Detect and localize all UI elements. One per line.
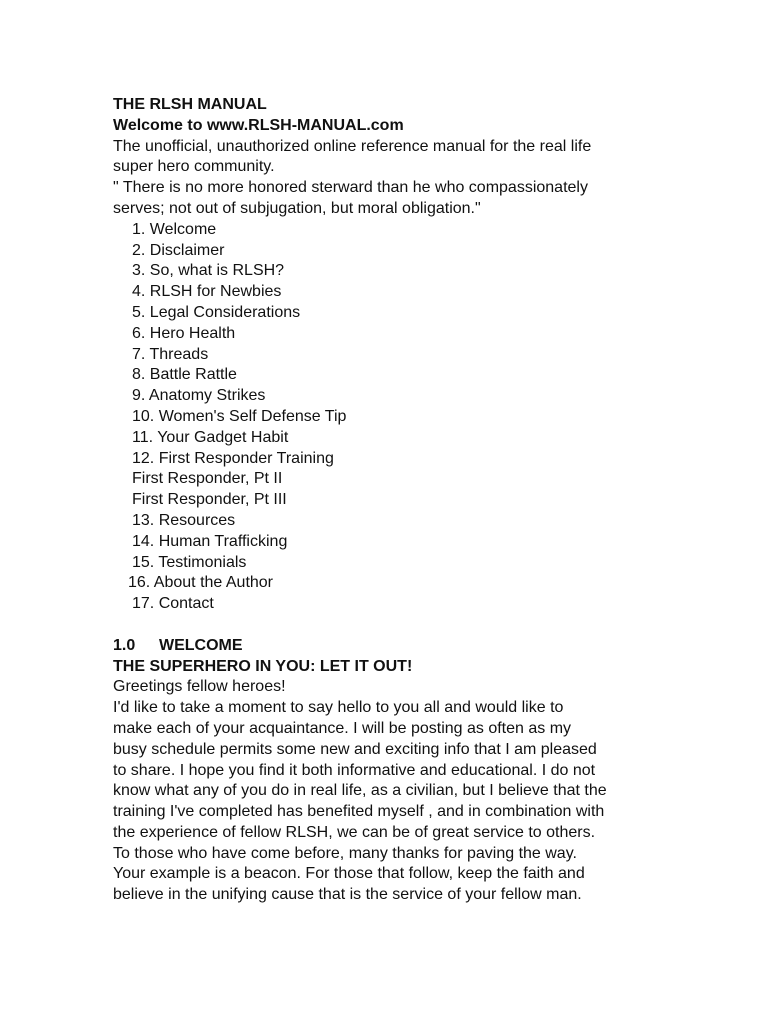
toc-item: 11. Your Gadget Habit — [132, 428, 289, 446]
toc-item: 4. RLSH for Newbies — [132, 283, 282, 301]
greeting-line: Greetings fellow heroes! — [113, 678, 286, 696]
body-line: believe in the unifying cause that is the service of your fellow man. — [113, 886, 582, 904]
document-title: THE RLSH MANUAL — [113, 96, 267, 113]
welcome-line: Welcome to www.RLSH-MANUAL.com — [113, 116, 404, 134]
toc-item: First Responder, Pt II — [132, 470, 283, 488]
quote-line-2: serves; not out of subjugation, but moral obligation." — [113, 199, 481, 217]
document-content — [113, 95, 673, 906]
section-title: WELCOME — [159, 636, 243, 654]
section-number: 1.0 — [113, 636, 136, 654]
toc-item: 14. Human Trafficking — [132, 532, 288, 550]
body-line: To those who have come before, many thanks for paving the way. — [113, 844, 577, 862]
intro-line-1: The unofficial, unauthorized online reference manual for the real life — [113, 137, 592, 155]
toc-item: 7. Threads — [132, 345, 209, 363]
quote-line-1: " There is no more honored sterward than he who compassionately — [113, 179, 588, 197]
table-of-contents — [113, 220, 673, 615]
toc-item: 6. Hero Health — [132, 324, 236, 342]
toc-item: 12. First Responder Training — [132, 449, 334, 467]
toc-item: 10. Women's Self Defense Tip — [132, 407, 347, 425]
body-line: busy schedule permits some new and exciting info that I am pleased — [113, 740, 597, 758]
toc-item: 9. Anatomy Strikes — [132, 387, 266, 405]
toc-item: 5. Legal Considerations — [132, 303, 301, 321]
body-line: know what any of you do in real life, as a civilian, but I believe that the — [113, 782, 607, 800]
body-line: make each of your acquaintance. I will be posting as often as my — [113, 719, 572, 737]
intro-line-2: super hero community. — [113, 158, 275, 176]
toc-item: 17. Contact — [132, 595, 214, 613]
toc-item: 16. About the Author — [128, 574, 274, 592]
spacer — [113, 615, 673, 636]
toc-item: 1. Welcome — [132, 220, 217, 238]
section-heading — [113, 636, 673, 657]
body-line: training I've completed has benefited myself , and in combination with — [113, 803, 605, 821]
toc-item: 3. So, what is RLSH? — [132, 262, 285, 280]
body-line: the experience of fellow RLSH, we can be of great service to others. — [113, 823, 596, 841]
toc-item: 2. Disclaimer — [132, 241, 225, 259]
body-line: I'd like to take a moment to say hello to you all and would like to — [113, 699, 564, 717]
section-subheading: THE SUPERHERO IN YOU: LET IT OUT! — [113, 657, 413, 675]
toc-item: First Responder, Pt III — [132, 491, 287, 509]
body-line: to share. I hope you find it both informative and educational. I do not — [113, 761, 596, 779]
toc-item: 13. Resources — [132, 511, 236, 529]
toc-item: 15. Testimonials — [132, 553, 247, 571]
toc-item: 8. Battle Rattle — [132, 366, 237, 384]
body-line: Your example is a beacon. For those that follow, keep the faith and — [113, 865, 585, 883]
